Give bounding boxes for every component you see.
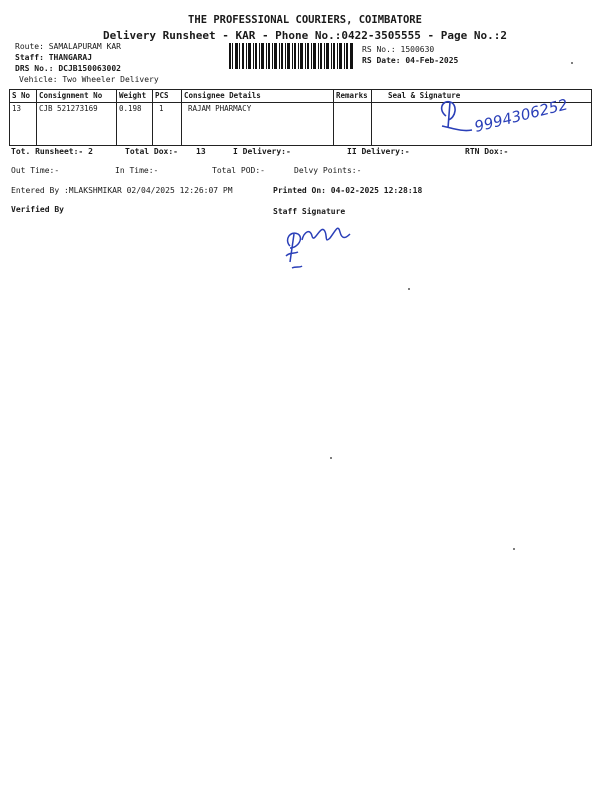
out-time: Out Time:- [11, 166, 60, 175]
total-dox-value: 13 [196, 147, 206, 156]
ii-delivery: II Delivery:- [347, 147, 410, 156]
entered-by: Entered By :MLAKSHMIKAR 02/04/2025 12:26:07 PM [11, 186, 233, 195]
staff-label: Staff: THANGARAJ [15, 53, 93, 62]
vehicle-label: Vehicle: Two Wheeler Delivery [19, 75, 159, 84]
handwritten-phone-note [432, 92, 590, 138]
rs-date: RS Date: 04-Feb-2025 [362, 56, 459, 65]
staff-signature-label: Staff Signature [273, 207, 346, 216]
total-dox-label: Total Dox:- [125, 147, 178, 156]
col-header-consignee: Consignee Details [182, 90, 334, 103]
total-pod: Total POD:- [212, 166, 265, 175]
printed-on: Printed On: 04-02-2025 12:28:18 [273, 186, 423, 195]
col-header-sno: S No [10, 90, 37, 103]
cell-remarks [334, 103, 372, 146]
verified-by: Verified By [11, 205, 64, 214]
barcode-image [228, 43, 354, 69]
route-label: Route: SAMALAPURAM KAR [15, 42, 121, 51]
cell-sno: 13 [10, 103, 37, 146]
rs-number: RS No.: 1500630 [362, 45, 435, 54]
cell-consignee: RAJAM PHARMACY [182, 103, 334, 146]
phone-note-text: 9994306252 [472, 95, 570, 136]
cell-consignment: CJB 521273169 [37, 103, 117, 146]
scan-speck [513, 548, 515, 550]
col-header-seal: Seal & Signature [372, 90, 592, 103]
company-title: THE PROFESSIONAL COURIERS, COIMBATORE [188, 14, 422, 26]
scan-speck [408, 288, 410, 290]
staff-signature-scribble [280, 216, 360, 278]
runsheet-subtitle: Delivery Runsheet - KAR - Phone No.:0422-3505555 - Page No.:2 [103, 29, 507, 42]
total-runsheet: Tot. Runsheet:- 2 [11, 147, 93, 156]
delivery-points: Delvy Points:- [294, 166, 362, 175]
drs-number: DRS No.: DCJB150063002 [15, 64, 121, 73]
i-delivery: I Delivery:- [233, 147, 291, 156]
col-header-weight: Weight [117, 90, 153, 103]
cell-pcs: 1 [153, 103, 182, 146]
scan-speck [330, 457, 332, 459]
col-header-consignment: Consignment No [37, 90, 117, 103]
rtn-dox: RTN Dox:- [465, 147, 509, 156]
col-header-remarks: Remarks [334, 90, 372, 103]
in-time: In Time:- [115, 166, 159, 175]
cell-weight: 0.198 [117, 103, 153, 146]
col-header-pcs: PCS [153, 90, 182, 103]
scan-speck [571, 62, 573, 64]
